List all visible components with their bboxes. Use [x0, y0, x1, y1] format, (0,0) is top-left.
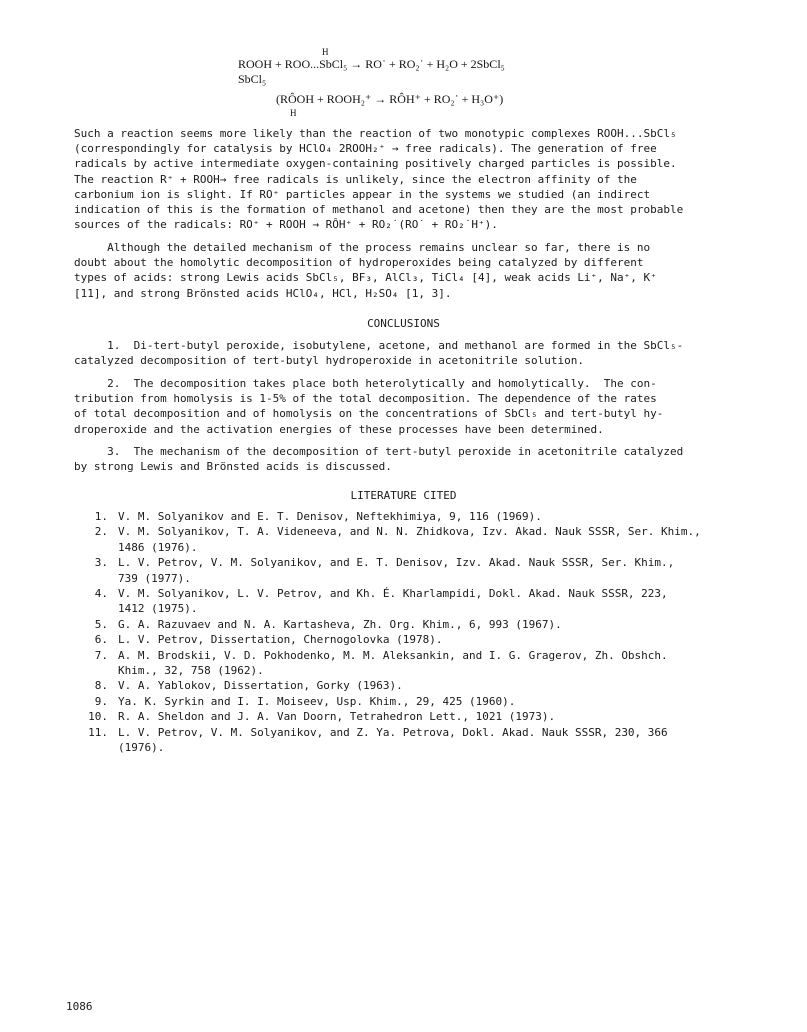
- text-line: types of acids: strong Lewis acids SbCl₅, BF₃, AlCl₃, TiCl₄ [4], weak acids Li⁺, Na⁺, K⁺: [74, 271, 657, 285]
- reference-text: R. A. Sheldon and J. A. Van Doorn, Tetrahedron Lett., 1021 (1973).: [118, 710, 556, 724]
- reference-number: 11.: [88, 725, 108, 739]
- text-line: catalyzed decomposition of tert-butyl hydroperoxide in acetonitrile solution.: [74, 354, 584, 368]
- text-line: carbonium ion is slight. If RO⁺ particles appear in the systems we studied (an indirect: [74, 187, 651, 201]
- text-line: Although the detailed mechanism of the process remains unclear so far, there is no: [74, 241, 651, 254]
- conclusion-3: [74, 444, 754, 474]
- reference-number: 4.: [94, 587, 108, 601]
- text-line: radicals by active intermediate oxygen-containing positively charged particles is possible.: [74, 157, 677, 171]
- equation-1-superscript-h: H: [322, 47, 329, 57]
- text-line: (correspondingly for catalysis by HClO₄ 2ROOH₂⁺ → free radicals). The generation of free: [74, 142, 657, 156]
- literature-cited-heading: LITERATURE CITED: [350, 489, 457, 502]
- text-line: by strong Lewis and Brönsted acids is discussed.: [74, 460, 392, 474]
- text-line: tribution from homolysis is 1-5% of the total decomposition. The dependence of the rates: [74, 392, 657, 406]
- reference-text: (1976).: [118, 741, 165, 755]
- conclusion-1: [74, 338, 754, 368]
- reference-item: [74, 725, 764, 756]
- reference-number: 10.: [88, 710, 108, 724]
- reference-text: 1412 (1975).: [118, 602, 198, 616]
- reference-item: [74, 524, 764, 555]
- text-line: 2. The decomposition takes place both heterolytically and homolytically. The con-: [74, 377, 657, 390]
- text-line: doubt about the homolytic decomposition of hydroperoxides being catalyzed by different: [74, 256, 644, 270]
- text-line: of total decomposition and of homolysis on the concentrations of SbCl₅ and tert-butyl hy-: [74, 407, 664, 421]
- equation-1: ROOH + ROO...SbCl₅ → RO˙ + RO₂˙ + H₂O + 2SbCl₅: [238, 57, 505, 71]
- conclusions-heading: CONCLUSIONS: [367, 317, 440, 330]
- reference-item: [74, 555, 764, 586]
- reference-item: [74, 617, 764, 632]
- reference-list: [74, 509, 764, 756]
- reference-number: 8.: [94, 679, 108, 693]
- reference-number: 3.: [94, 556, 108, 570]
- reference-item: [74, 632, 764, 647]
- reference-text: Ya. K. Syrkin and I. I. Moiseev, Usp. Khim., 29, 425 (1960).: [118, 694, 516, 708]
- reference-item: [74, 694, 764, 709]
- conclusion-2: [74, 376, 754, 437]
- reference-text: 739 (1977).: [118, 571, 191, 585]
- reference-text: A. M. Brodskii, V. D. Pokhodenko, M. M. Aleksankin, and I. G. Gragerov, Zh. Obshch.: [118, 648, 668, 662]
- reference-number: 7.: [94, 648, 108, 662]
- reference-text: L. V. Petrov, V. M. Solyanikov, and Z. Ya. Petrova, Dokl. Akad. Nauk SSSR, 230, 366: [118, 725, 668, 739]
- reference-text: L. V. Petrov, V. M. Solyanikov, and E. T. Denisov, Izv. Akad. Nauk SSSR, Ser. Khim.,: [118, 556, 675, 570]
- text-line: 1. Di-tert-butyl peroxide, isobutylene, acetone, and methanol are formed in the SbCl₅-: [74, 339, 684, 352]
- page-number: 1086: [66, 1000, 93, 1013]
- equation-2-subscript-h: H: [290, 108, 297, 118]
- reference-text: V. M. Solyanikov and E. T. Denisov, Neftekhimiya, 9, 116 (1969).: [118, 510, 542, 523]
- text-line: indication of this is the formation of methanol and acetone) then they are the most probable: [74, 203, 684, 217]
- paragraph-mechanism: [74, 240, 754, 301]
- text-line: [11], and strong Brönsted acids HClO₄, HCl, H₂SO₄ [1, 3].: [74, 286, 452, 300]
- reference-number: 1.: [94, 510, 108, 523]
- reference-text: 1486 (1976).: [118, 540, 198, 554]
- text-line: The reaction R⁺ + ROOH→ free radicals is unlikely, since the electron affinity of the: [74, 172, 637, 186]
- text-line: Such a reaction seems more likely than the reaction of two monotypic complexes ROOH...SbCl₅: [74, 127, 677, 140]
- reference-number: 6.: [94, 633, 108, 647]
- reference-item: [74, 586, 764, 617]
- reference-item: [74, 709, 764, 724]
- reference-text: V. M. Solyanikov, T. A. Videneeva, and N. N. Zhidkova, Izv. Akad. Nauk SSSR, Ser. Khim.,: [118, 525, 701, 539]
- reference-item: [74, 648, 764, 679]
- reference-item: [74, 509, 764, 524]
- reference-number: 5.: [94, 617, 108, 631]
- reference-number: 2.: [94, 525, 108, 539]
- reference-text: G. A. Razuvaev and N. A. Kartasheva, Zh. Org. Khim., 6, 993 (1967).: [118, 617, 562, 631]
- text-line: 3. The mechanism of the decomposition of tert-butyl peroxide in acetonitrile catalyzed: [74, 445, 684, 458]
- equation-2: (RÔOH + ROOH₂⁺ → RÔH⁺ + RO₂˙ + H₃O⁺): [276, 92, 504, 106]
- reference-text: V. M. Solyanikov, L. V. Petrov, and Kh. É. Kharlampidi, Dokl. Akad. Nauk SSSR, 223,: [118, 587, 668, 601]
- reference-text: L. V. Petrov, Dissertation, Chernogolovka (1978).: [118, 633, 443, 647]
- reference-item: [74, 678, 764, 693]
- reference-number: 9.: [94, 694, 108, 708]
- text-line: droperoxide and the activation energies of these processes have been determined.: [74, 422, 604, 436]
- reference-text: V. A. Yablokov, Dissertation, Gorky (1963).: [118, 679, 403, 693]
- equation-1-subscript-sbcl5: SbCl₅: [238, 72, 267, 86]
- paragraph-reaction-discussion: [74, 126, 754, 232]
- reference-text: Khim., 32, 758 (1962).: [118, 664, 264, 678]
- text-line: sources of the radicals: RO⁺ + ROOH → RÔH⁺ + RO₂˙(RO˙ + RO₂˙H⁺).: [74, 218, 498, 232]
